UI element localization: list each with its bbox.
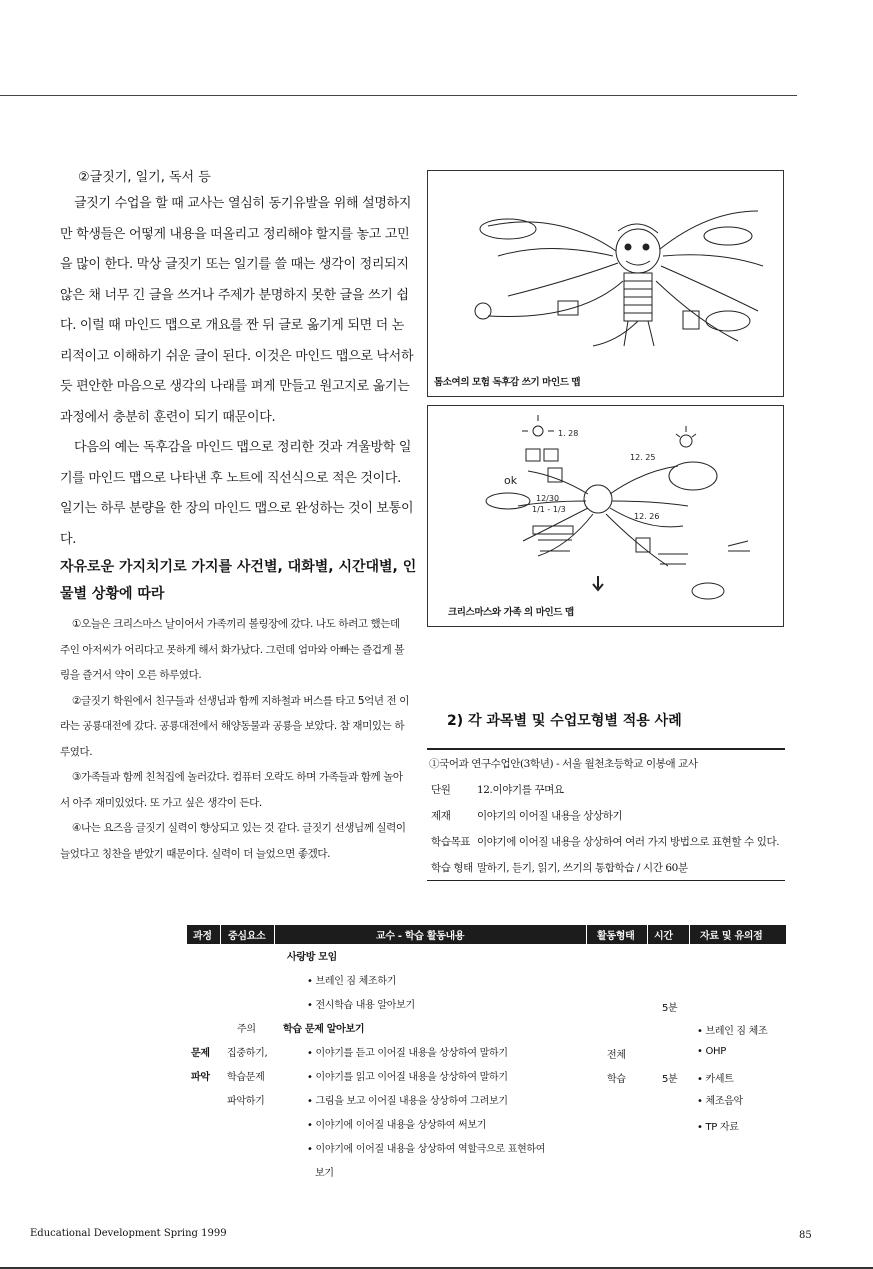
example-1: ①오늘은 크리스마스 날이어서 가족끼리 볼링장에 갔다. 나도 하려고 했는데 주인 아저씨가 어리다고 못하게 해서 화가났다. 그런데 엄마와 아빠는 즐겁게 볼링을 즐거서 약이 오른 하루였다. xyxy=(60,618,405,681)
info-value: ①국어과 연구수업안(3학년) - 서울 월천초등학교 이봉애 교사 xyxy=(429,757,698,770)
material-cell: • TP 자료 xyxy=(697,1122,739,1133)
top-rule xyxy=(0,95,797,96)
info-key: 학습목표 xyxy=(431,835,470,848)
example-3: ③가족들과 함께 친척집에 놀러갔다. 컴퓨터 오락도 하며 가족들과 함께 놀아서 아주 재미있었다. 또 가고 싶은 생각이 든다. xyxy=(60,771,403,809)
header-process: 과정 xyxy=(193,931,212,942)
info-row xyxy=(427,802,785,828)
activity-item: • 이야기에 이어질 내용을 상상하여 써보기 xyxy=(307,1120,487,1131)
element-cell: 파악하기 xyxy=(227,1096,265,1107)
info-value: 이야기의 이어질 내용을 상상하기 xyxy=(477,809,623,822)
header-materials: 자료 및 유의점 xyxy=(700,931,763,942)
journal-footer: Educational Development Spring 1999 xyxy=(30,1228,227,1239)
example-4: ④나는 요즈음 글짓기 실력이 향상되고 있는 것 같다. 글짓기 선생님께 실력이 늘었다고 칭찬을 받았기 때문이다. 실력이 더 늘었으면 좋겠다. xyxy=(60,822,406,860)
header-divider xyxy=(689,925,690,944)
header-divider xyxy=(220,925,221,944)
figure-2-caption: 크리스마스와 가족 의 마인드 맵 xyxy=(448,607,574,618)
info-row xyxy=(427,776,785,802)
example-2: ②글짓기 학원에서 친구들과 선생님과 함께 지하철과 버스를 타고 5억년 전 이라는 공룡대전에 갔다. 공룡대전에서 해양동물과 공룡을 보았다. 참 재미있는 하루였다. xyxy=(60,694,409,758)
left-column xyxy=(60,160,415,555)
header-divider xyxy=(274,925,275,944)
info-key: 단원 xyxy=(431,783,451,796)
mindmap-drawing-2 xyxy=(428,406,783,626)
material-cell: • 브레인 짐 체조 xyxy=(697,1026,768,1037)
header-divider xyxy=(647,925,648,944)
header-activity: 교수 - 학습 활동내용 xyxy=(376,931,465,942)
header-time: 시간 xyxy=(654,931,673,942)
activity-item: • 그림을 보고 이어질 내용을 상상하여 그려보기 xyxy=(307,1096,508,1107)
item-title: ②글짓기, 일기, 독서 등 xyxy=(78,170,211,185)
material-cell: • 체조음악 xyxy=(697,1096,743,1107)
fig2-label-3: 12/30 xyxy=(536,494,560,503)
info-value: 이야기에 이어질 내용을 상상하여 여러 가지 방법으로 표현할 수 있다. xyxy=(477,835,780,848)
fig2-label-5: 12. 26 xyxy=(634,512,660,521)
fig2-label-1: 12. 25 xyxy=(630,453,656,462)
element-cell: 주의 xyxy=(237,1024,256,1035)
paragraph-2: 다음의 예는 독후감을 마인드 맵으로 정리한 것과 겨울방학 일기를 마인드 맵으로 나타낸 후 노트에 직선식으로 적은 것이다. 일기는 하루 분량을 한 장의 마인드 맵으로 완성하는 것이 보통이다. xyxy=(60,440,414,547)
table-header xyxy=(187,925,786,944)
activity-item: • 브레인 짐 체조하기 xyxy=(307,976,397,987)
form-cell: 학습 xyxy=(607,1074,626,1085)
element-cell: 집중하기, xyxy=(227,1048,268,1059)
activity-heading: 학습 문제 알아보기 xyxy=(283,1024,365,1035)
activity-item: • 이야기를 듣고 이어질 내용을 상상하여 말하기 xyxy=(307,1048,508,1059)
lesson-info xyxy=(427,748,785,881)
fig2-label-4: 1/1 - 1/3 xyxy=(532,505,566,514)
info-row xyxy=(427,854,785,880)
section-2-title: 2) 각 과목별 및 수업모형별 적용 사례 xyxy=(447,713,682,729)
info-row xyxy=(427,750,785,776)
activity-item: • 이야기를 읽고 이어질 내용을 상상하여 말하기 xyxy=(307,1072,508,1083)
subheading: 자유로운 가지치기로 가지를 사건별, 대화별, 시간대별, 인물별 상황에 따라 xyxy=(60,559,417,602)
page-number: 85 xyxy=(799,1230,812,1241)
info-key: 학습 형태 xyxy=(431,861,473,874)
figure-1-caption: 톰소여의 모험 독후감 쓰기 마인드 맵 xyxy=(434,377,581,388)
header-element: 중심요소 xyxy=(228,931,266,942)
fig2-label-2: ok xyxy=(504,474,518,487)
activity-heading: 사랑방 모임 xyxy=(287,952,337,963)
time-cell: 5분 xyxy=(662,1003,678,1014)
fig2-label-0: 1. 28 xyxy=(558,429,579,438)
info-row xyxy=(427,828,785,854)
info-key: 제재 xyxy=(431,809,451,822)
process-cell: 문제 xyxy=(191,1048,210,1059)
info-value: 말하기, 듣기, 읽기, 쓰기의 통합학습 / 시간 60분 xyxy=(477,861,688,874)
material-cell: • OHP xyxy=(697,1046,726,1057)
form-cell: 전체 xyxy=(607,1050,626,1061)
figure-christmas-mindmap xyxy=(427,405,784,627)
activity-item: • 이야기에 이어질 내용을 상상하여 역할극으로 표현하여 xyxy=(307,1144,546,1155)
element-cell: 학습문제 xyxy=(227,1072,265,1083)
examples xyxy=(60,612,412,867)
process-cell: 파악 xyxy=(191,1072,210,1083)
header-form: 활동형태 xyxy=(597,931,635,942)
time-cell: 5분 xyxy=(662,1074,678,1085)
activity-item: • 전시학습 내용 알아보기 xyxy=(307,1000,415,1011)
mindmap-drawing-1 xyxy=(428,171,783,396)
header-divider xyxy=(586,925,587,944)
figure-tomsawyer-mindmap xyxy=(427,170,784,397)
material-cell: • 카세트 xyxy=(697,1074,734,1085)
paragraph-1: 글짓기 수업을 할 때 교사는 열심히 동기유발을 위해 설명하지만 학생들은 어떻게 내용을 떠올리고 정리해야 할지를 놓고 고민을 많이 한다. 막상 글짓기 또는 일기를 쓸 때는 생각이 정리되지 않은 채 너무 긴 글을 쓰거나 주제가 분명하지 못한 글을 쓰기 쉽다. 이럴 때 마인드 맵으로 개요를 짠 뒤 글로 옮기게 되면 더 논리적이고 이해하기 쉬운 글이 된다. 이것은 마인드 맵으로 낙서하듯 편안한 마음으로 생각의 나래를 펴게 만들고 원고지로 옮기는 과정에서 충분히 훈련이 되기 때문이다. xyxy=(60,196,414,425)
activity-item-tail: 보기 xyxy=(315,1168,334,1179)
info-value: 12.이야기를 꾸며요 xyxy=(477,783,564,796)
